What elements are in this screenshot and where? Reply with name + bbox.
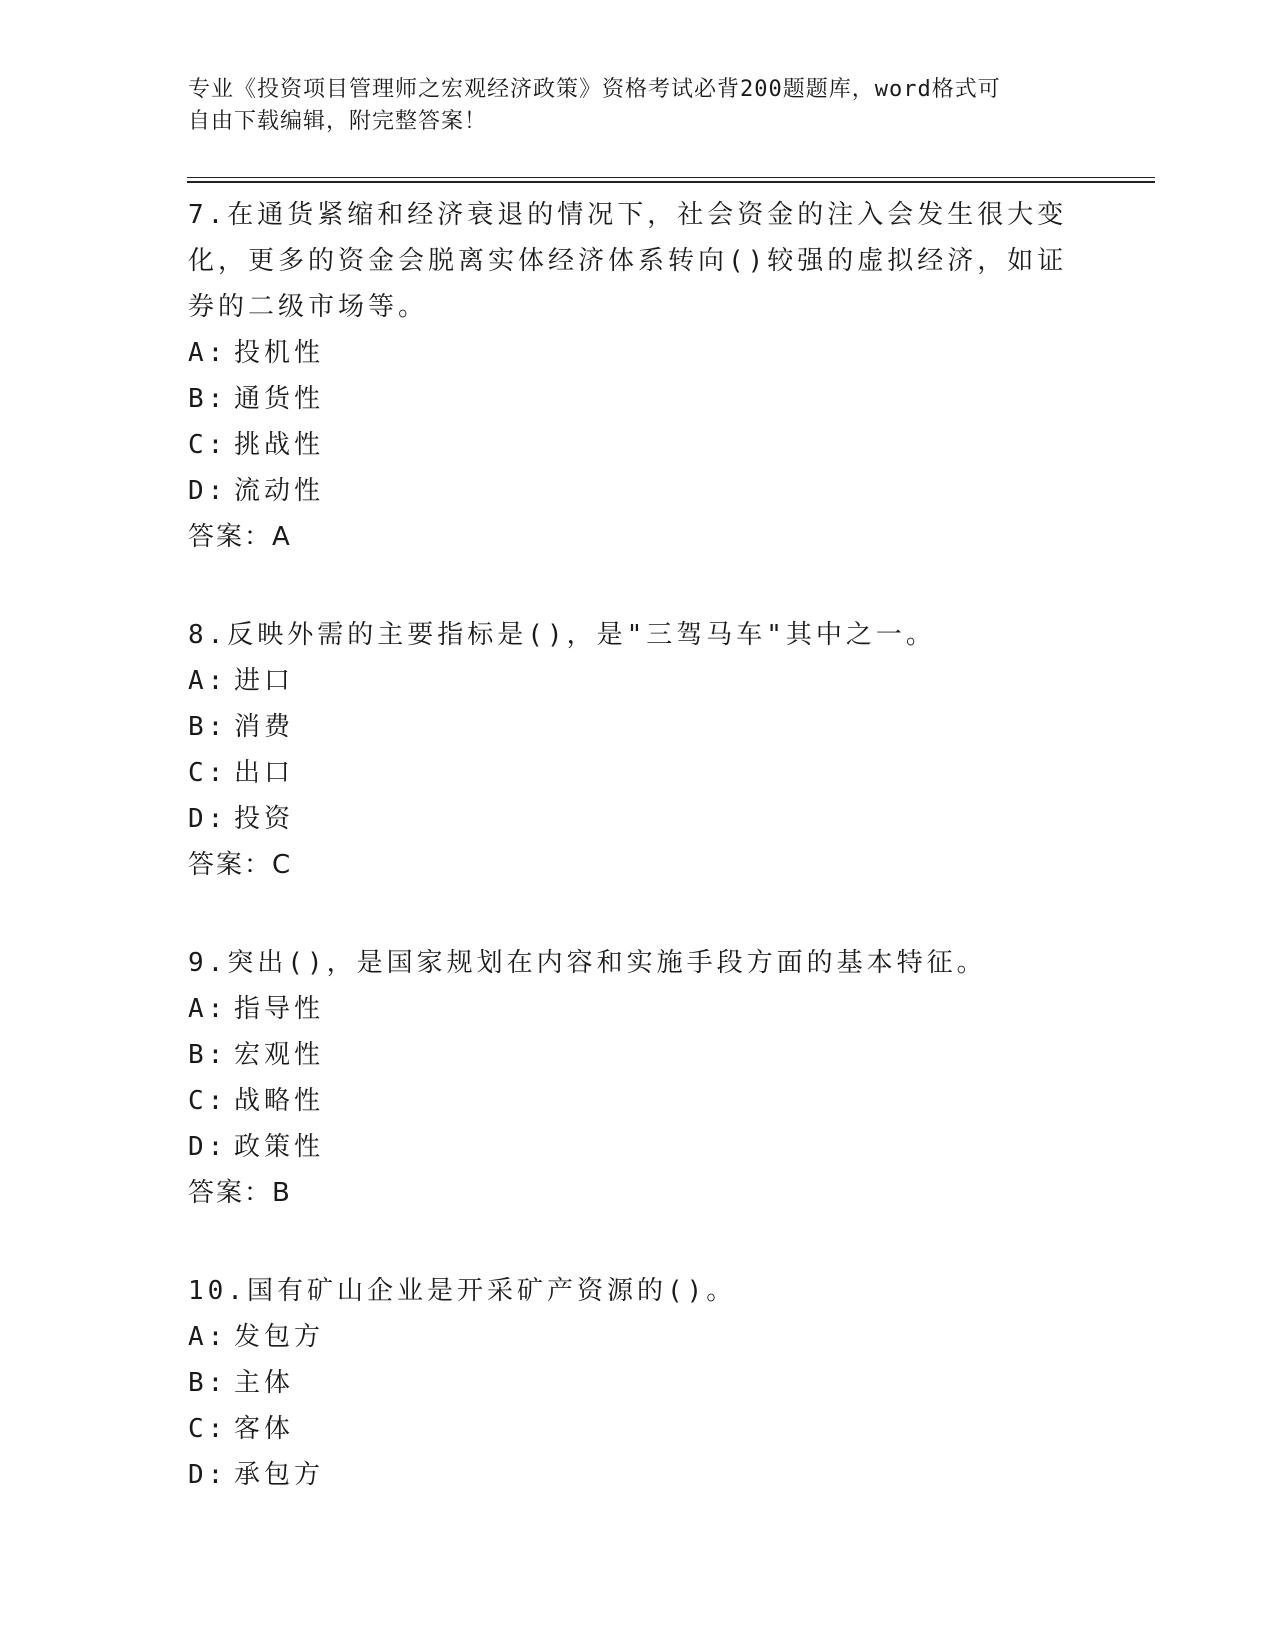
header-rule-thick bbox=[187, 181, 1155, 183]
header-line-2: 自由下载编辑，附完整答案！ bbox=[188, 109, 488, 134]
option-d bbox=[188, 1452, 1068, 1498]
document-header bbox=[188, 74, 1068, 138]
option-key: C: bbox=[188, 1086, 228, 1116]
question-stem: 7.在通货紧缩和经济衰退的情况下，社会资金的注入会发生很大变化，更多的资金会脱离实体经济体系转向()较强的虚拟经济，如证券的二级市场等。 bbox=[188, 200, 1068, 322]
option-text: 承包方 bbox=[234, 1460, 325, 1490]
option-key: A: bbox=[188, 338, 228, 368]
option-c bbox=[188, 1078, 1068, 1124]
option-key: A: bbox=[188, 666, 228, 696]
option-key: C: bbox=[188, 1414, 228, 1444]
question-7 bbox=[188, 192, 1068, 560]
header-rule-thin bbox=[187, 177, 1155, 178]
option-key: A: bbox=[188, 994, 228, 1024]
option-text: 战略性 bbox=[234, 1086, 325, 1116]
option-d bbox=[188, 1124, 1068, 1170]
option-a bbox=[188, 1314, 1068, 1360]
option-key: B: bbox=[188, 1368, 228, 1398]
answer-line: 答案：C bbox=[188, 850, 293, 880]
option-a bbox=[188, 330, 1068, 376]
header-line-1: 专业《投资项目管理师之宏观经济政策》资格考试必背200题题库，word格式可 bbox=[188, 77, 1001, 102]
option-key: D: bbox=[188, 476, 228, 506]
option-text: 进口 bbox=[234, 666, 295, 696]
option-b bbox=[188, 376, 1068, 422]
option-text: 宏观性 bbox=[234, 1040, 325, 1070]
option-text: 主体 bbox=[234, 1368, 295, 1398]
option-key: C: bbox=[188, 430, 228, 460]
option-text: 消费 bbox=[234, 712, 295, 742]
question-stem: 9.突出()，是国家规划在内容和实施手段方面的基本特征。 bbox=[188, 948, 987, 978]
option-key: B: bbox=[188, 1040, 228, 1070]
question-9 bbox=[188, 940, 1068, 1216]
question-list bbox=[188, 192, 1068, 1550]
option-d bbox=[188, 796, 1068, 842]
option-c bbox=[188, 1406, 1068, 1452]
question-8 bbox=[188, 612, 1068, 888]
option-text: 挑战性 bbox=[234, 430, 325, 460]
option-key: D: bbox=[188, 804, 228, 834]
option-key: D: bbox=[188, 1460, 228, 1490]
option-key: B: bbox=[188, 712, 228, 742]
option-a bbox=[188, 986, 1068, 1032]
question-stem: 8.反映外需的主要指标是()，是"三驾马车"其中之一。 bbox=[188, 620, 936, 650]
option-text: 流动性 bbox=[234, 476, 325, 506]
option-text: 发包方 bbox=[234, 1322, 325, 1352]
option-d bbox=[188, 468, 1068, 514]
option-key: D: bbox=[188, 1132, 228, 1162]
option-b bbox=[188, 1360, 1068, 1406]
question-stem: 10.国有矿山企业是开采矿产资源的()。 bbox=[188, 1276, 737, 1306]
answer-line: 答案：A bbox=[188, 522, 292, 552]
option-c bbox=[188, 422, 1068, 468]
option-text: 投资 bbox=[234, 804, 295, 834]
answer-line: 答案：B bbox=[188, 1178, 292, 1208]
option-text: 客体 bbox=[234, 1414, 295, 1444]
question-10 bbox=[188, 1268, 1068, 1498]
option-a bbox=[188, 658, 1068, 704]
option-text: 通货性 bbox=[234, 384, 325, 414]
option-b bbox=[188, 1032, 1068, 1078]
option-c bbox=[188, 750, 1068, 796]
option-b bbox=[188, 704, 1068, 750]
option-text: 政策性 bbox=[234, 1132, 325, 1162]
option-key: A: bbox=[188, 1322, 228, 1352]
option-key: C: bbox=[188, 758, 228, 788]
option-text: 投机性 bbox=[234, 338, 325, 368]
option-text: 出口 bbox=[234, 758, 295, 788]
option-key: B: bbox=[188, 384, 228, 414]
option-text: 指导性 bbox=[234, 994, 325, 1024]
